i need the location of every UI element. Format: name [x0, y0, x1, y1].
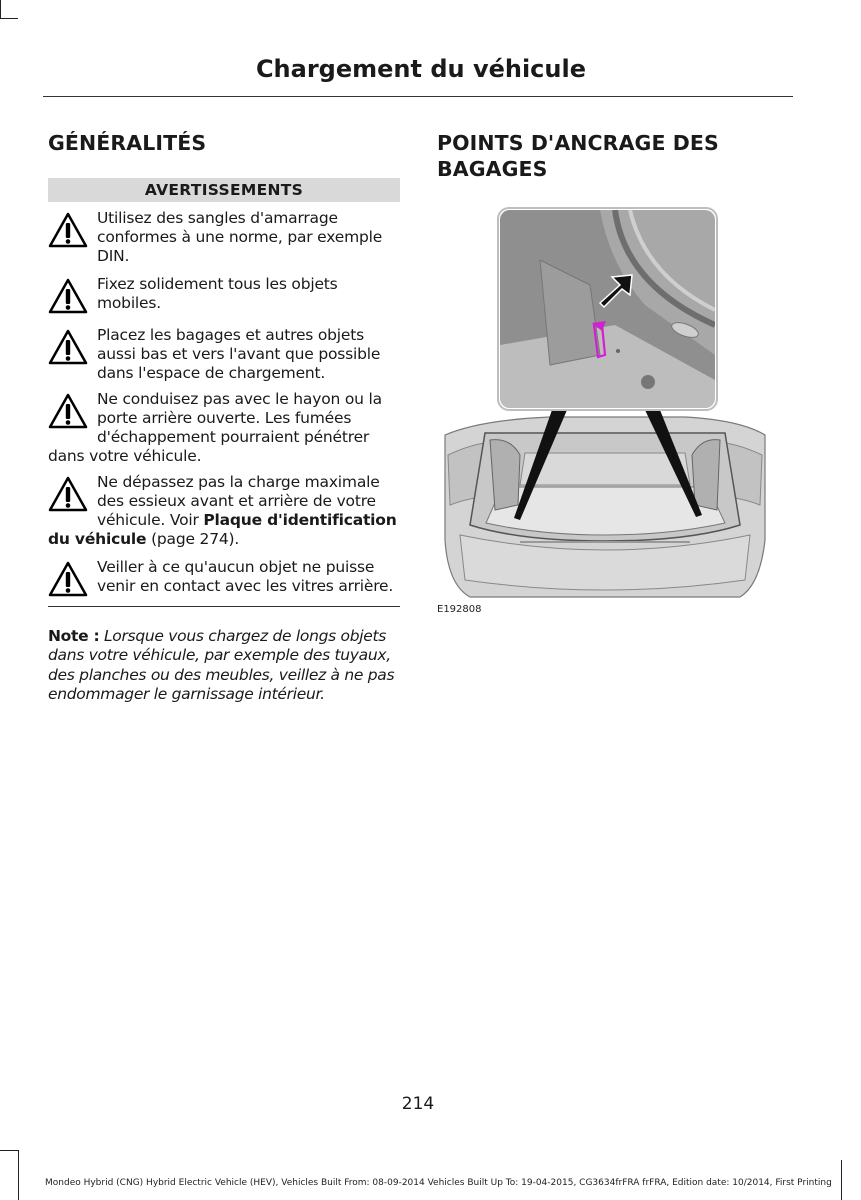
footer-text: Mondeo Hybrid (CNG) Hybrid Electric Vehicle (HEV), Vehicles Built From: 08-09-2014 Vehicles Built Up To: 19-04-2015, CG3634frFRA frFRA, Edition date: 10/2014, First Printing	[45, 1178, 832, 1188]
crop-mark	[841, 1160, 842, 1200]
warnings-divider	[48, 606, 400, 607]
warning-text: Ne conduisez pas avec le hayon ou la porte arrière ouverte. Les fumées d'échappement pourraient pénétrer dans votre véhicule.	[48, 390, 382, 465]
crop-mark	[18, 1150, 19, 1200]
warning-text: Placez les bagages et autres objets aussi bas et vers l'avant que possible dans l'espace de chargement.	[97, 326, 381, 382]
warning-item	[48, 473, 400, 549]
note-label: Note :	[48, 627, 100, 645]
warnings-title: AVERTISSEMENTS	[48, 178, 400, 202]
warning-triangle-icon	[48, 561, 88, 597]
page-title: Chargement du véhicule	[255, 55, 586, 83]
warning-item	[48, 326, 400, 383]
warning-triangle-icon	[48, 278, 88, 314]
warning-triangle-icon	[48, 212, 88, 248]
warning-triangle-icon	[48, 393, 88, 429]
anchor-points-section	[437, 130, 777, 182]
trunk-anchor-illustration	[440, 205, 770, 625]
section-heading-anchor-points: POINTS D'ANCRAGE DES BAGAGES	[437, 131, 719, 181]
warning-triangle-icon	[48, 476, 88, 512]
page-reference: (page 274).	[146, 530, 240, 548]
warning-text: Fixez solidement tous les objets mobiles.	[97, 275, 338, 312]
general-section	[48, 130, 400, 704]
warning-item	[48, 390, 400, 466]
warning-triangle-icon	[48, 329, 88, 365]
warning-text: Utilisez des sangles d'amarrage conformes à une norme, par exemple DIN.	[97, 209, 383, 265]
warning-text: Ne dépassez pas la charge maximale des essieux avant et arrière de votre véhicule. Voir	[97, 473, 380, 529]
warning-text: Veiller à ce qu'aucun objet ne puisse venir en contact avec les vitres arrière.	[97, 558, 394, 595]
page-number: 214	[401, 1094, 435, 1114]
crop-mark	[0, 18, 18, 19]
warning-item	[48, 275, 400, 313]
note-text: Lorsque vous chargez de longs objets dans votre véhicule, par exemple des tuyaux, des planches ou des meubles, veillez à ne pas endommager le garnissage intérieur.	[48, 627, 395, 703]
cross-reference-link[interactable]: Plaque d'identification du véhicule	[48, 511, 397, 548]
note-paragraph	[48, 627, 400, 704]
figure-code: E192808	[437, 604, 482, 615]
warning-item	[48, 209, 400, 266]
warning-item	[48, 558, 400, 596]
crop-mark	[0, 0, 1, 18]
crop-mark	[0, 1150, 18, 1151]
header-divider	[43, 96, 793, 97]
section-heading-general: GÉNÉRALITÉS	[48, 131, 207, 155]
